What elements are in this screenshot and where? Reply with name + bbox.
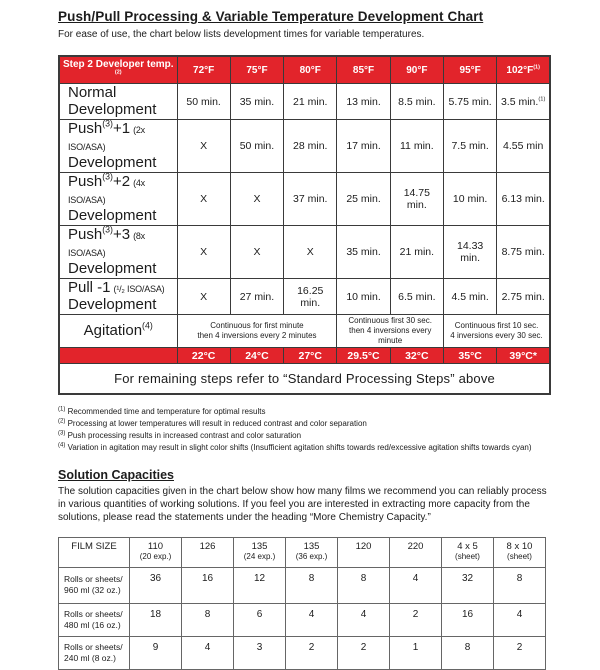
corner-footnote-marker: (2) <box>114 69 122 76</box>
agitation-cell: Continuous first 10 sec. 4 inversions every 30 sec. <box>443 315 550 348</box>
temp-header-75f: 75°F <box>230 56 283 84</box>
capacity-cell: 8 <box>338 567 390 603</box>
capacity-cell: 4 <box>338 603 390 636</box>
cap-row-label: Rolls or sheets/ 480 ml (16 oz.) <box>59 603 130 636</box>
solution-capacities-heading: Solution Capacities <box>58 467 174 482</box>
agitation-cell: Continuous first 30 sec. then 4 inversions every minute <box>337 315 444 348</box>
capacity-cell: 2 <box>338 636 390 669</box>
row-label: Push$^{(3)}$+2 (4x ISO/ASA) Development <box>59 173 177 226</box>
time-cell: 5.75 min. <box>443 84 496 120</box>
corner-label: Step 2 Developer temp. <box>62 59 174 70</box>
temp-celsius-39: 39°C* <box>497 348 550 364</box>
solution-capacities-paragraph: The solution capacities given in the chart below show how many films we recommend you can reliably process in various quantities of working solutions. If you feel you are interested in extracting more capacity from the solutions, please read the statements under the heading “More Chemistry Capacity.” <box>58 485 547 523</box>
row-push-plus3 <box>59 226 550 279</box>
row-pull-minus1 <box>59 279 550 315</box>
time-cell: 35 min. <box>337 226 390 279</box>
row-label: Push$^{(3)}$+1 (2x ISO/ASA) Development <box>59 120 177 173</box>
col-header-220: 220 <box>390 537 442 567</box>
agitation-label: Agitation$^{(4)}$ <box>59 315 177 348</box>
row-push-plus2 <box>59 173 550 226</box>
capacity-cell: 36 <box>130 567 182 603</box>
time-cell: 4.55 min <box>497 120 550 173</box>
temp-footnote-marker: (1) <box>533 64 540 71</box>
film-size-corner: FILM SIZE <box>59 537 130 567</box>
time-cell: X <box>177 226 230 279</box>
temp-celsius-29-5: 29.5°C <box>337 348 390 364</box>
temp-celsius-22: 22°C <box>177 348 230 364</box>
capacity-cell: 2 <box>286 636 338 669</box>
row-push-plus1 <box>59 120 550 173</box>
col-header-135-24: 135 (24 exp.) <box>234 537 286 567</box>
capacity-cell: 2 <box>390 603 442 636</box>
time-cell: 11 min. <box>390 120 443 173</box>
time-cell: 21 min. <box>390 226 443 279</box>
temp-celsius-27: 27°C <box>284 348 337 364</box>
col-header-126: 126 <box>182 537 234 567</box>
footnotes <box>58 406 600 454</box>
time-cell: 17 min. <box>337 120 390 173</box>
capacity-cell: 6 <box>234 603 286 636</box>
time-cell: 3.5 min.$^{(1)}$ <box>497 84 550 120</box>
time-cell: X <box>284 226 337 279</box>
capacity-cell: 4 <box>390 567 442 603</box>
row-label: Normal Development <box>59 84 177 120</box>
temp-header-90f: 90°F <box>390 56 443 84</box>
time-cell: 8.5 min. <box>390 84 443 120</box>
capacity-cell: 3 <box>234 636 286 669</box>
time-cell: 27 min. <box>230 279 283 315</box>
time-cell: 25 min. <box>337 173 390 226</box>
col-header-120: 120 <box>338 537 390 567</box>
time-cell: 8.75 min. <box>497 226 550 279</box>
capacity-cell: 8 <box>442 636 494 669</box>
time-cell: X <box>230 173 283 226</box>
cap-row-label: Rolls or sheets/ 240 ml (8 oz.) <box>59 636 130 669</box>
temp-header-85f: 85°F <box>337 56 390 84</box>
capacity-cell: 4 <box>286 603 338 636</box>
footnote-3: $^{(3)}$ Push processing results in increased contrast and color saturation <box>58 429 302 440</box>
time-cell: 6.5 min. <box>390 279 443 315</box>
page-subtitle: For ease of use, the chart below lists development times for variable temperatures. <box>58 29 425 40</box>
footnote-4: $^{(4)}$ Variation in agitation may result in slight color shifts (Insufficient agitation shifts towards red/excessive agitation shifts towards cyan) <box>58 441 532 452</box>
time-cell: 50 min. <box>177 84 230 120</box>
time-cell: 10 min. <box>443 173 496 226</box>
capacity-cell: 32 <box>442 567 494 603</box>
dev-header-row <box>59 56 550 84</box>
capacity-cell: 16 <box>182 567 234 603</box>
temp-celsius-32: 32°C <box>390 348 443 364</box>
time-cell: 21 min. <box>284 84 337 120</box>
col-header-4x5: 4 x 5 (sheet) <box>442 537 494 567</box>
time-cell: X <box>230 226 283 279</box>
temp-header-72f: 72°F <box>177 56 230 84</box>
col-header-135-36: 135 (36 exp.) <box>286 537 338 567</box>
time-cell: 28 min. <box>284 120 337 173</box>
time-cell: 7.5 min. <box>443 120 496 173</box>
celsius-row <box>59 348 550 364</box>
capacity-cell: 9 <box>130 636 182 669</box>
capacity-cell: 8 <box>182 603 234 636</box>
time-cell: X <box>177 279 230 315</box>
celsius-empty-corner <box>59 348 177 364</box>
time-cell: 2.75 min. <box>497 279 550 315</box>
time-cell: 35 min. <box>230 84 283 120</box>
time-cell: 4.5 min. <box>443 279 496 315</box>
capacity-cell: 4 <box>494 603 546 636</box>
cap-header-row <box>59 537 546 567</box>
time-cell: 14.75 min. <box>390 173 443 226</box>
time-cell: 6.13 min. <box>497 173 550 226</box>
temp-header-95f: 95°F <box>443 56 496 84</box>
capacity-cell: 4 <box>182 636 234 669</box>
time-cell: 13 min. <box>337 84 390 120</box>
footnote-1: $^{(1)}$ Recommended time and temperature for optimal results <box>58 405 266 416</box>
temp-header-80f: 80°F <box>284 56 337 84</box>
time-cell: 37 min. <box>284 173 337 226</box>
temp-celsius-24: 24°C <box>230 348 283 364</box>
capacity-cell: 8 <box>286 567 338 603</box>
footnote-2: $^{(2)}$ Processing at lower temperatures will result in reduced contrast and color separation <box>58 417 367 428</box>
cap-row-label: Rolls or sheets/ 960 ml (32 oz.) <box>59 567 130 603</box>
capacity-cell: 12 <box>234 567 286 603</box>
development-chart-table <box>58 55 551 395</box>
row-label: Push$^{(3)}$+3 (8x ISO/ASA) Development <box>59 226 177 279</box>
col-header-110: 110 (20 exp.) <box>130 537 182 567</box>
agitation-cell: Continuous for first minute then 4 inversions every 2 minutes <box>177 315 337 348</box>
cap-row-240ml <box>59 636 546 669</box>
temp-celsius-35: 35°C <box>443 348 496 364</box>
row-label: Pull -1 (¹/₂ ISO/ASA) Development <box>59 279 177 315</box>
capacity-cell: 8 <box>494 567 546 603</box>
time-cell: 14.33 min. <box>443 226 496 279</box>
col-header-8x10: 8 x 10 (sheet) <box>494 537 546 567</box>
row-agitation <box>59 315 550 348</box>
temp-header-102f: $102^\circ F^{(1)}$ <box>497 56 550 84</box>
capacity-cell: 2 <box>494 636 546 669</box>
time-cell: X <box>177 173 230 226</box>
cap-row-960ml <box>59 567 546 603</box>
time-footnote-marker: (1) <box>538 96 546 102</box>
page-title: Push/Pull Processing & Variable Temperature Development Chart <box>58 9 484 24</box>
time-cell: X <box>177 120 230 173</box>
cap-row-480ml <box>59 603 546 636</box>
row-normal-development <box>59 84 550 120</box>
remaining-steps-note: For remaining steps refer to “Standard Processing Steps” above <box>59 364 550 394</box>
capacity-cell: 18 <box>130 603 182 636</box>
time-cell: 16.25 min. <box>284 279 337 315</box>
dev-header-corner <box>59 56 177 84</box>
capacity-cell: 16 <box>442 603 494 636</box>
solution-capacities-table <box>58 537 546 670</box>
time-cell: 50 min. <box>230 120 283 173</box>
time-cell: 10 min. <box>337 279 390 315</box>
capacity-cell: 1 <box>390 636 442 669</box>
table-footer-row <box>59 364 550 394</box>
